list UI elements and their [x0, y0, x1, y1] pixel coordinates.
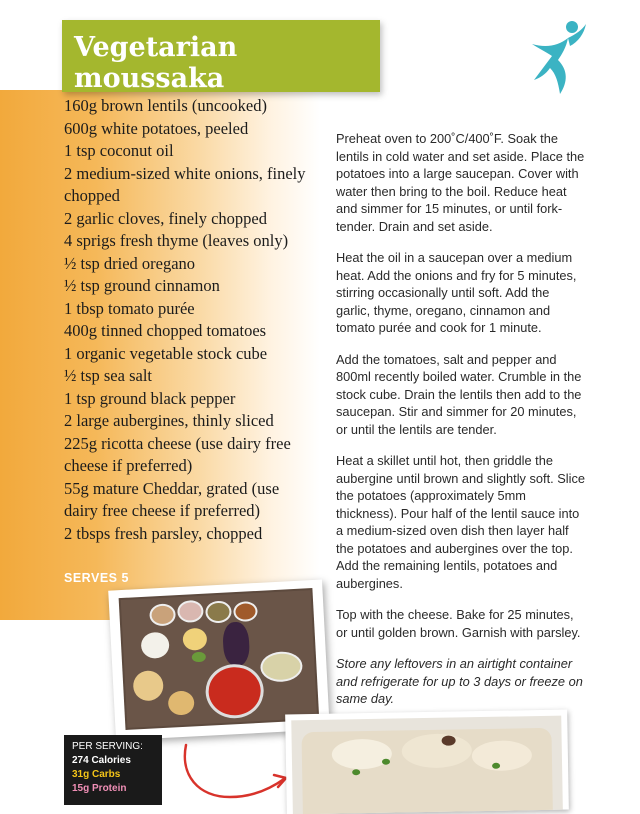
ingredient-item: 600g white potatoes, peeled — [64, 118, 249, 138]
ingredient-item: 1 tsp ground black pepper — [64, 388, 236, 408]
ingredients-photo-image — [119, 588, 320, 730]
ingredient-item: ½ tsp sea salt — [64, 366, 152, 385]
nutrition-heading: PER SERVING: — [72, 741, 143, 752]
ingredient-item: 2 tbsps fresh parsley, chopped — [64, 523, 263, 543]
curved-arrow-icon — [178, 735, 298, 805]
ingredient-item: 1 organic vegetable stock cube — [64, 343, 268, 363]
nutrition-calories: 274 Calories — [72, 755, 131, 766]
method-step: Preheat oven to 200˚C/400˚F. Soak the lentils in cold water and set aside. Place the potatoes into a large saucepan. Cover with water then bring to the boil. Reduce heat and simmer for 15 minutes, or until fork-tender. Drain and set aside. — [336, 131, 585, 234]
nutrition-box — [64, 735, 162, 805]
ingredient-item: 225g ricotta cheese (use dairy free cheese if preferred) — [64, 433, 291, 475]
ingredients-list — [64, 95, 314, 545]
ingredient-item: 55g mature Cheddar, grated (use dairy free cheese if preferred) — [64, 478, 280, 520]
ingredient-item: 4 sprigs fresh thyme (leaves only) — [64, 231, 289, 250]
finished-dish-image — [291, 716, 563, 814]
title-banner — [62, 20, 380, 92]
method-step: Top with the cheese. Bake for 25 minutes, or until golden brown. Garnish with parsley. — [336, 607, 581, 640]
method-step: Add the tomatoes, salt and pepper and 800ml recently boiled water. Crumble in the stock cube. Drain the lentils then add to the saucepan. Stir and simmer for 20 minutes, or until the lentils are tender. — [336, 351, 582, 437]
method-step: Heat a skillet until hot, then griddle the aubergine until brown and slightly soft. Slice the potatoes (approximately 5mm thickness). Pour half of the lentil sauce into a medium-sized oven dish then layer half the potatoes and aubergines over the top. Add the remaining lentils, potatoes and aubergines. — [336, 453, 585, 591]
finished-dish-photo — [285, 710, 569, 814]
ingredient-item: 1 tsp coconut oil — [64, 141, 174, 160]
nutrition-protein: 15g Protein — [72, 783, 127, 794]
ingredient-item: 1 tbsp tomato purée — [64, 298, 195, 318]
serves-label: SERVES 5 — [64, 571, 129, 585]
recipe-title: Vegetarian moussaka — [74, 32, 238, 94]
ingredient-item: ½ tsp ground cinnamon — [64, 276, 220, 295]
ingredient-item: 400g tinned chopped tomatoes — [64, 321, 267, 340]
ingredient-item: 2 large aubergines, thinly sliced — [64, 411, 274, 430]
ingredient-item: 160g brown lentils (uncooked) — [64, 96, 268, 115]
ingredient-item: ½ tsp dried oregano — [64, 253, 196, 273]
ingredient-item: 2 medium-sized white onions, finely chopped — [64, 163, 306, 205]
method-step: Heat the oil in a saucepan over a medium heat. Add the onions and fry for 5 minutes, stirring occasionally until soft. Add the garlic, thyme, oregano, cinnamon and tomato purée and cook for 1 minute. — [336, 250, 577, 335]
ingredient-item: 2 garlic cloves, finely chopped — [64, 208, 267, 228]
nutrition-carbs: 31g Carbs — [72, 769, 121, 780]
method-steps — [336, 130, 586, 722]
storage-note: Store any leftovers in an airtight container and refrigerate for up to 3 days or freeze on same day. — [336, 656, 583, 706]
running-figure-icon — [528, 18, 588, 96]
